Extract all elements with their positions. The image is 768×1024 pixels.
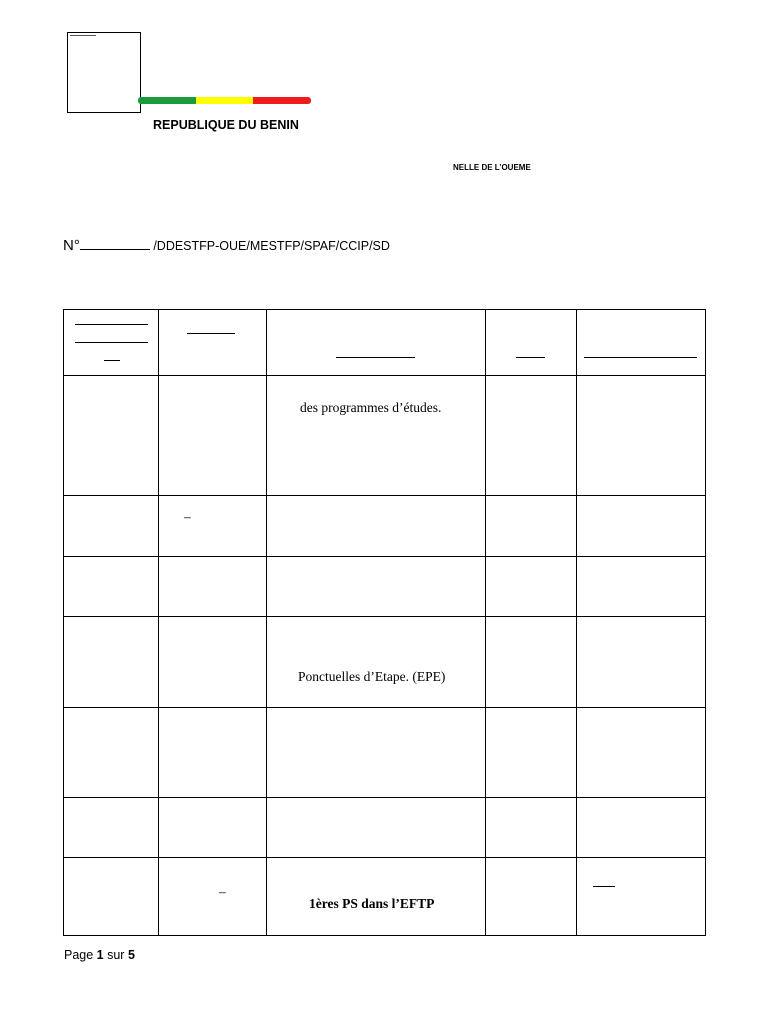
flag-band-red — [253, 97, 311, 104]
direction-title: NELLE DE L’OUEME — [453, 163, 531, 172]
table-row — [64, 617, 706, 708]
header-cell-3 — [267, 310, 486, 376]
reference-number — [63, 236, 390, 254]
row-text: 1ères PS dans l’EFTP — [309, 896, 435, 911]
table-row — [64, 798, 706, 858]
table-row — [64, 708, 706, 798]
logo-caption-mark — [70, 35, 96, 36]
table-row — [64, 496, 706, 557]
table-row — [64, 557, 706, 617]
logo-placeholder — [67, 32, 141, 113]
flag-band-green — [138, 97, 196, 104]
header-cell-2 — [159, 310, 267, 376]
reference-code: /DDESTFP-OUE/MESTFP/SPAF/CCIP/SD — [149, 239, 390, 253]
page-label: Page — [64, 948, 97, 962]
flag-band-yellow — [196, 97, 254, 104]
republic-title: REPUBLIQUE DU BENIN — [153, 118, 299, 132]
benin-flag-stripe — [138, 97, 311, 104]
row-text: des programmes d’études. — [300, 400, 442, 415]
page-of-label: sur — [103, 948, 128, 962]
table-row — [64, 376, 706, 496]
row-text: Ponctuelles d’Etape. (EPE) — [298, 669, 446, 684]
cell-underline — [593, 886, 615, 887]
page-footer — [64, 948, 135, 962]
table-row — [64, 858, 706, 936]
header-cell-1 — [64, 310, 159, 376]
reference-blank — [80, 236, 150, 250]
table-header-row — [64, 310, 706, 376]
header-cell-4 — [486, 310, 577, 376]
page-total: 5 — [127, 948, 135, 962]
row-dash: – — [219, 884, 226, 899]
reference-prefix: N° — [63, 237, 80, 254]
header-cell-5 — [577, 310, 706, 376]
page-current: 1 — [96, 948, 104, 962]
row-dash: – — [184, 509, 191, 524]
schedule-table — [63, 309, 706, 936]
